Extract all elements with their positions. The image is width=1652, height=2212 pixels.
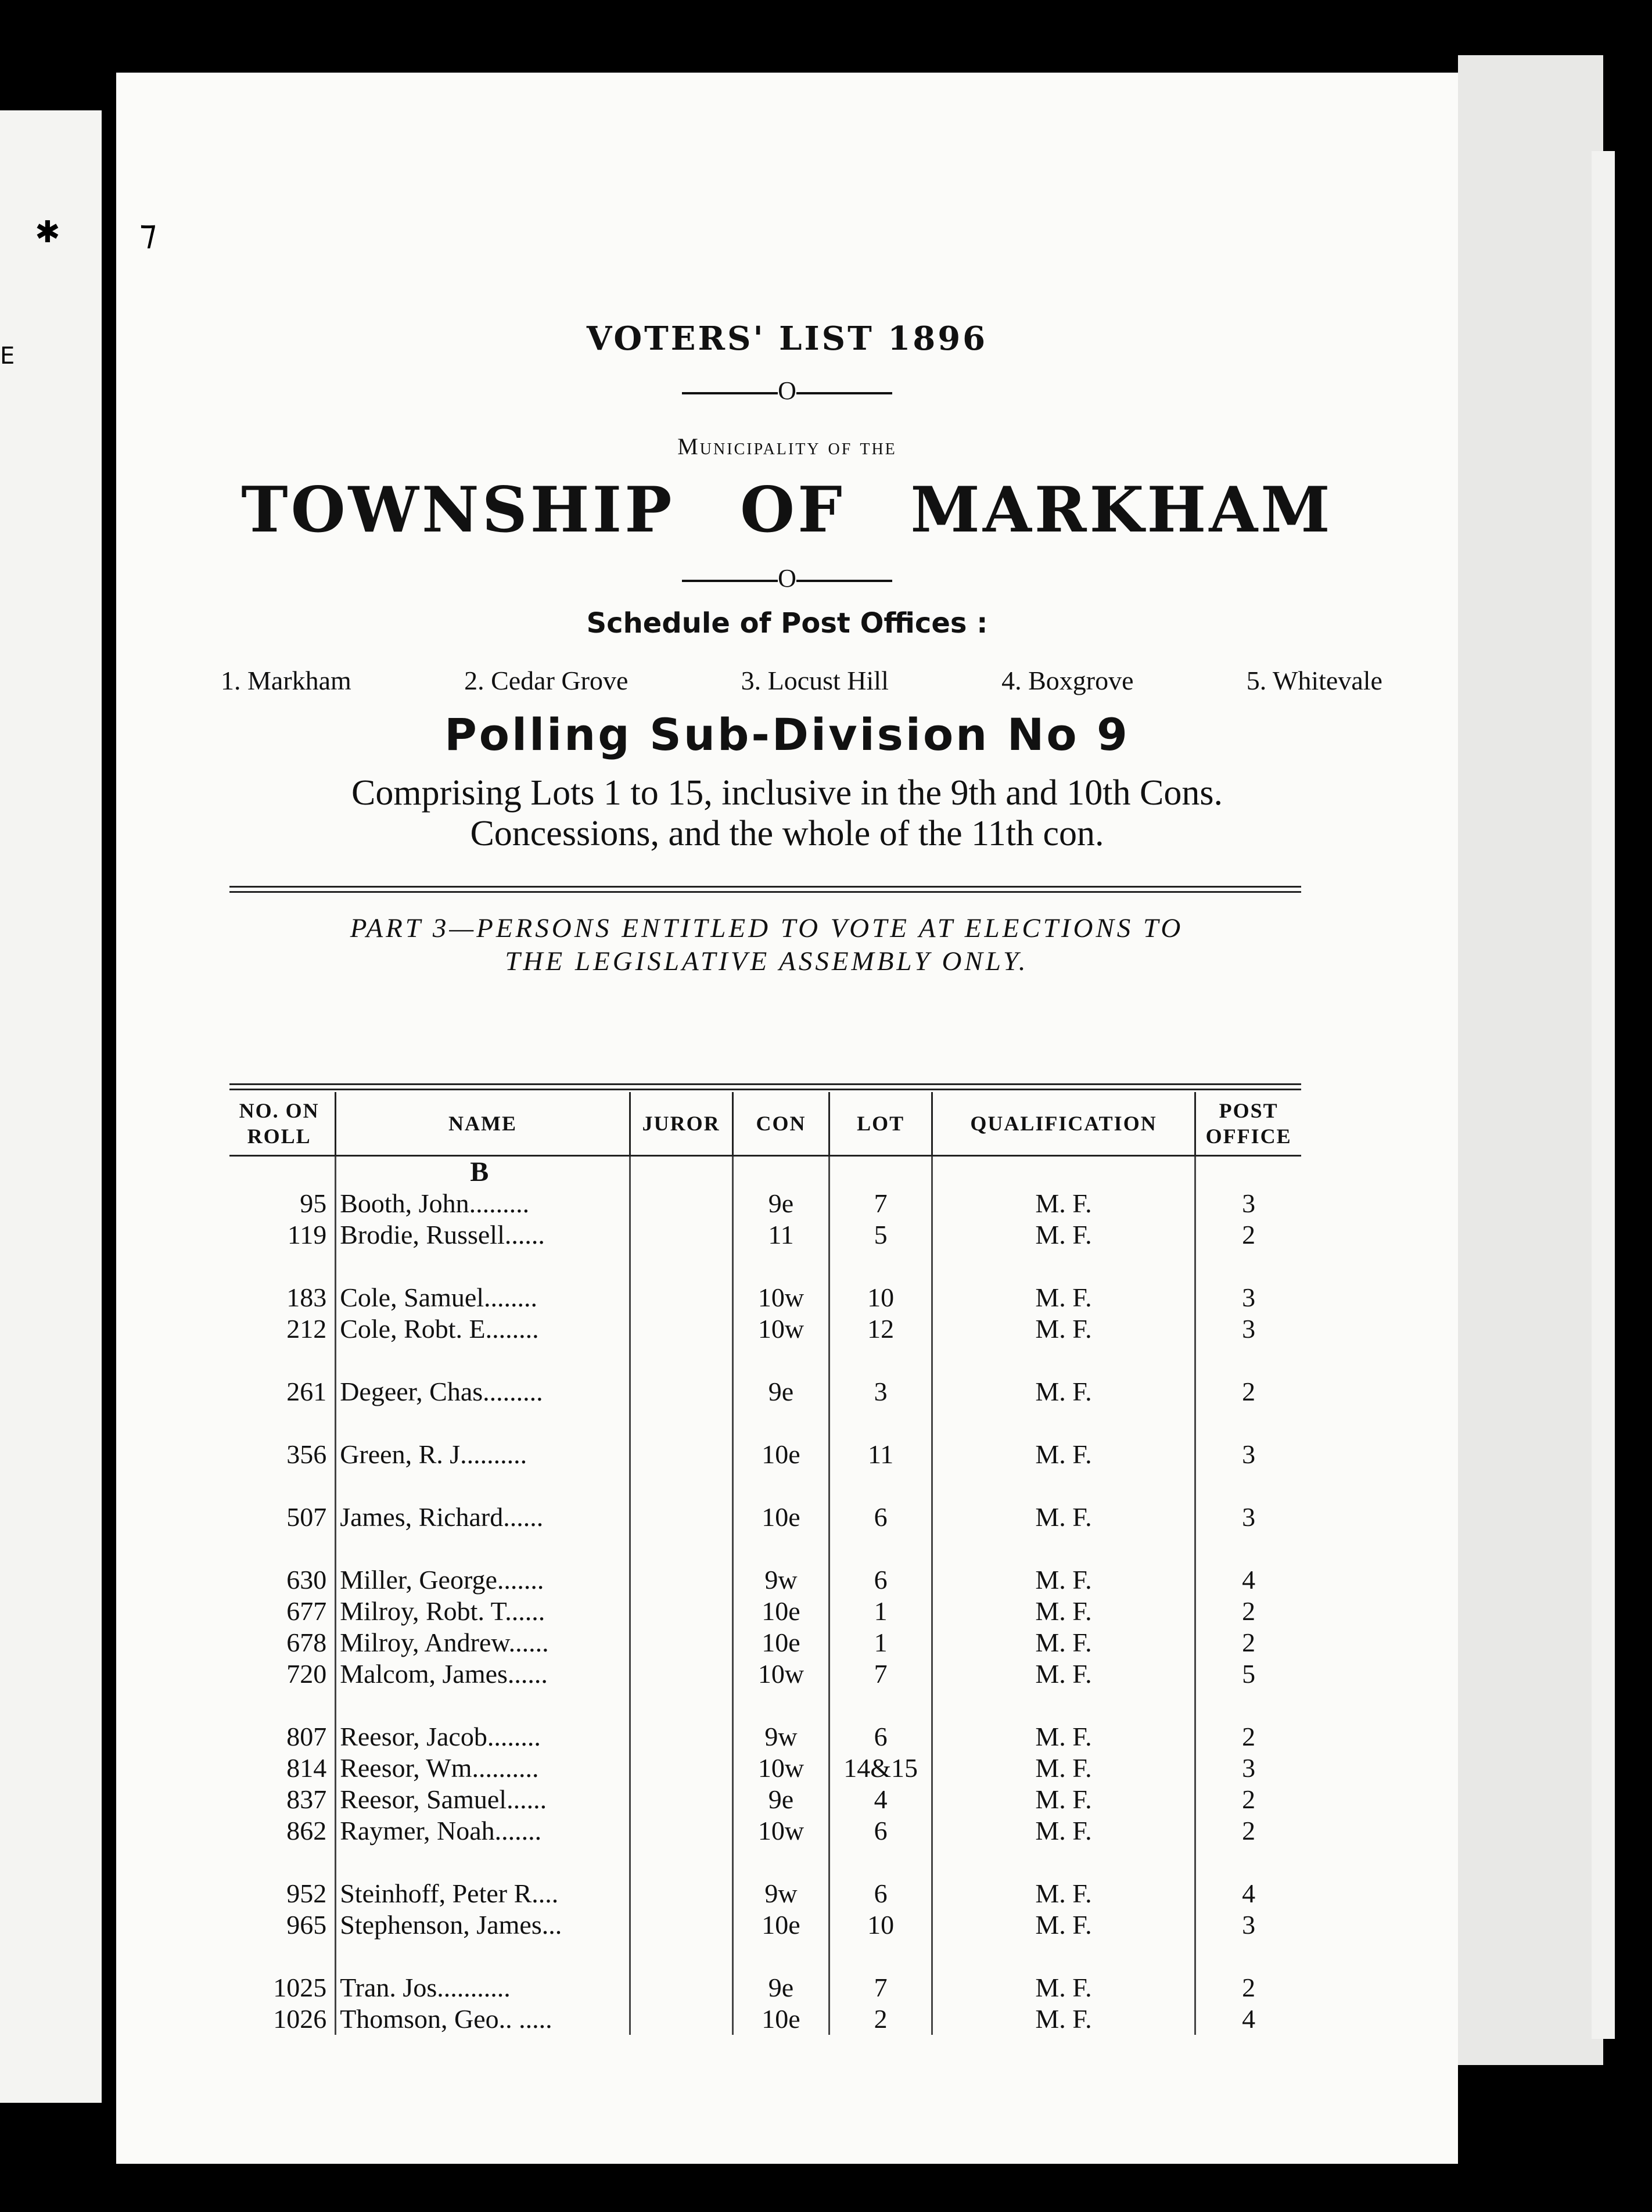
lot-cell: 7 [829, 1658, 932, 1690]
concession-cell: 11 [732, 1219, 829, 1251]
qualification-cell: M. F. [932, 1909, 1195, 1941]
section-letter-row [229, 1156, 1301, 1188]
lot-cell: 2 [829, 2003, 932, 2035]
group-spacer [229, 1941, 1301, 1972]
group-spacer [229, 1847, 1301, 1878]
lot-cell: 6 [829, 1502, 932, 1533]
roll-number-cell: 507 [286, 1502, 327, 1532]
table-row [229, 1909, 1301, 1941]
column-header-qualification: QUALIFICATION [932, 1092, 1195, 1156]
name-cell: Stephenson, James... [336, 1909, 630, 1941]
lot-cell: 6 [829, 1878, 932, 1909]
name-cell: Brodie, Russell...... [336, 1219, 630, 1251]
name-cell: Cole, Samuel........ [336, 1282, 630, 1313]
post-office-cell: 2 [1195, 1721, 1301, 1753]
group-spacer [229, 1470, 1301, 1502]
lot-cell: 12 [829, 1313, 932, 1345]
post-office-cell: 4 [1195, 1564, 1301, 1596]
qualification-cell: M. F. [932, 1188, 1195, 1219]
lot-cell: 7 [829, 1188, 932, 1219]
column-header-juror: JUROR [630, 1092, 732, 1156]
juror-cell [630, 1439, 732, 1470]
table-row [229, 1878, 1301, 1909]
table-row [229, 1721, 1301, 1753]
concession-cell: 10e [732, 2003, 829, 2035]
post-office-cell: 5 [1195, 1658, 1301, 1690]
name-cell: James, Richard...... [336, 1502, 630, 1533]
qualification-cell: M. F. [932, 1219, 1195, 1251]
table-row [229, 1972, 1301, 2003]
lot-cell: 1 [829, 1627, 932, 1658]
lot-cell: 7 [829, 1972, 932, 2003]
name-cell: Thomson, Geo.. ..... [336, 2003, 630, 2035]
roll-number-cell: 212 [286, 1314, 327, 1344]
juror-cell [630, 1627, 732, 1658]
juror-cell [630, 1909, 732, 1941]
post-office-cell: 3 [1195, 1439, 1301, 1470]
juror-cell [630, 1878, 732, 1909]
roll-number-cell: 807 [286, 1722, 327, 1751]
concession-cell: 9e [732, 1972, 829, 2003]
post-office-cell: 2 [1195, 1815, 1301, 1847]
table-row [229, 1219, 1301, 1251]
speck-mark: ⁊ [139, 212, 157, 253]
double-rule [229, 886, 1301, 893]
polling-description-line: Comprising Lots 1 to 15, inclusive in the 9th and 10th Cons. [351, 773, 1223, 813]
post-office-cell: 3 [1195, 1502, 1301, 1533]
concession-cell: 10e [732, 1909, 829, 1941]
post-office-cell: 2 [1195, 1219, 1301, 1251]
document-page [116, 73, 1458, 2164]
post-office-cell: 4 [1195, 1878, 1301, 1909]
post-office-cell: 3 [1195, 1753, 1301, 1784]
concession-cell: 9w [732, 1721, 829, 1753]
qualification-cell: M. F. [932, 1564, 1195, 1596]
name-cell: Raymer, Noah....... [336, 1815, 630, 1847]
name-cell: Reesor, Jacob........ [336, 1721, 630, 1753]
juror-cell [630, 1596, 732, 1627]
divider: O [116, 563, 1458, 593]
concession-cell: 9w [732, 1564, 829, 1596]
qualification-cell: M. F. [932, 1972, 1195, 2003]
concession-cell: 9e [732, 1376, 829, 1407]
post-office-cell: 3 [1195, 1188, 1301, 1219]
qualification-cell: M. F. [932, 1627, 1195, 1658]
table-row [229, 1596, 1301, 1627]
concession-cell: 10w [732, 1753, 829, 1784]
juror-cell [630, 1815, 732, 1847]
name-cell: Reesor, Wm.......... [336, 1753, 630, 1784]
roll-number-cell: 1025 [273, 1973, 327, 2002]
concession-cell: 10w [732, 1313, 829, 1345]
table-row [229, 1188, 1301, 1219]
post-office-cell: 2 [1195, 1627, 1301, 1658]
table-row [229, 1658, 1301, 1690]
polling-subdivision-title: Polling Sub-Division No 9 [444, 709, 1130, 760]
concession-cell: 10e [732, 1439, 829, 1470]
table-header-row [229, 1092, 1301, 1156]
juror-cell [630, 1376, 732, 1407]
column-header-con: CON [732, 1092, 829, 1156]
group-spacer [229, 1345, 1301, 1376]
group-spacer [229, 1407, 1301, 1439]
lot-cell: 6 [829, 1815, 932, 1847]
roll-number-cell: 183 [286, 1283, 327, 1312]
name-cell: Malcom, James...... [336, 1658, 630, 1690]
qualification-cell: M. F. [932, 1596, 1195, 1627]
concession-cell: 10w [732, 1658, 829, 1690]
lot-cell: 10 [829, 1282, 932, 1313]
qualification-cell: M. F. [932, 1658, 1195, 1690]
group-spacer [229, 1533, 1301, 1564]
roll-number-cell: 677 [286, 1596, 327, 1626]
qualification-cell: M. F. [932, 1721, 1195, 1753]
table-row [229, 1753, 1301, 1784]
roll-number-cell: 356 [286, 1439, 327, 1469]
concession-cell: 10e [732, 1502, 829, 1533]
lot-cell: 4 [829, 1784, 932, 1815]
qualification-cell: M. F. [932, 1313, 1195, 1345]
polling-description [116, 773, 1458, 854]
roll-number-cell: 720 [286, 1659, 327, 1689]
table-body [229, 1156, 1301, 2035]
post-office-cell: 2 [1195, 1376, 1301, 1407]
roll-number-cell: 837 [286, 1784, 327, 1814]
post-office-cell: 2 [1195, 1784, 1301, 1815]
juror-cell [630, 1313, 732, 1345]
roll-number-cell: 261 [286, 1377, 327, 1406]
lot-cell: 6 [829, 1721, 932, 1753]
concession-cell: 9e [732, 1784, 829, 1815]
table-row [229, 1815, 1301, 1847]
concession-cell: 10e [732, 1596, 829, 1627]
roll-number-cell: 952 [286, 1879, 327, 1908]
name-cell: Milroy, Robt. T...... [336, 1596, 630, 1627]
name-cell: Tran. Jos........... [336, 1972, 630, 2003]
juror-cell [630, 1502, 732, 1533]
table-row [229, 1313, 1301, 1345]
roll-number-cell: 95 [300, 1188, 327, 1218]
juror-cell [630, 1972, 732, 2003]
post-office-cell: 3 [1195, 1909, 1301, 1941]
roll-number-cell: 119 [287, 1220, 327, 1249]
concession-cell: 10w [732, 1815, 829, 1847]
post-office-item: 1. Markham [221, 666, 351, 695]
post-office-cell: 3 [1195, 1282, 1301, 1313]
juror-cell [630, 1721, 732, 1753]
column-header-post-office: POST OFFICE [1195, 1092, 1301, 1156]
group-spacer [229, 1690, 1301, 1721]
juror-cell [630, 1282, 732, 1313]
juror-cell [630, 1219, 732, 1251]
juror-cell [630, 1658, 732, 1690]
qualification-cell: M. F. [932, 1502, 1195, 1533]
table-row [229, 1627, 1301, 1658]
roll-number-cell: 630 [286, 1565, 327, 1595]
page-edge [1592, 151, 1615, 2039]
qualification-cell: M. F. [932, 1878, 1195, 1909]
roll-number-cell: 965 [286, 1910, 327, 1940]
lot-cell: 10 [829, 1909, 932, 1941]
qualification-cell: M. F. [932, 1439, 1195, 1470]
table-row [229, 1282, 1301, 1313]
lot-cell: 3 [829, 1376, 932, 1407]
roll-number-cell: 1026 [273, 2004, 327, 2034]
double-rule [229, 1083, 1301, 1090]
page-mark: E [0, 343, 15, 369]
name-cell: Reesor, Samuel...... [336, 1784, 630, 1815]
name-cell: Green, R. J.......... [336, 1439, 630, 1470]
post-office-cell: 2 [1195, 1596, 1301, 1627]
qualification-cell: M. F. [932, 1784, 1195, 1815]
column-header-lot: LOT [829, 1092, 932, 1156]
qualification-cell: M. F. [932, 2003, 1195, 2035]
table-row [229, 2003, 1301, 2035]
qualification-cell: M. F. [932, 1282, 1195, 1313]
roll-number-cell: 678 [286, 1628, 327, 1657]
lot-cell: 5 [829, 1219, 932, 1251]
concession-cell: 10w [732, 1282, 829, 1313]
table-row [229, 1564, 1301, 1596]
column-header-no: NO. ON ROLL [229, 1092, 336, 1156]
group-spacer [229, 1251, 1301, 1282]
name-cell: Degeer, Chas......... [336, 1376, 630, 1407]
part-heading: PART 3—PERSONS ENTITLED TO VOTE AT ELECTIONS TO THE LEGISLATIVE ASSEMBLY ONLY. [350, 913, 1184, 976]
name-cell: Booth, John......... [336, 1188, 630, 1219]
name-cell: Cole, Robt. E........ [336, 1313, 630, 1345]
page-mark: ✱ [35, 215, 60, 250]
table-row [229, 1502, 1301, 1533]
juror-cell [630, 1753, 732, 1784]
page-title: VOTERS' LIST 1896 [586, 319, 988, 358]
juror-cell [630, 1188, 732, 1219]
section-letter: B [336, 1156, 630, 1188]
juror-cell [630, 2003, 732, 2035]
table-row [229, 1784, 1301, 1815]
juror-cell [630, 1784, 732, 1815]
page-shadow [1458, 55, 1603, 2065]
name-cell: Milroy, Andrew...... [336, 1627, 630, 1658]
column-header-name: NAME [336, 1092, 630, 1156]
post-office-cell: 4 [1195, 2003, 1301, 2035]
concession-cell: 10e [732, 1627, 829, 1658]
post-office-item: 2. Cedar Grove [464, 666, 629, 695]
table-row [229, 1439, 1301, 1470]
divider: O [116, 376, 1458, 405]
lot-cell: 14&15 [829, 1753, 932, 1784]
qualification-cell: M. F. [932, 1376, 1195, 1407]
facing-page-strip [0, 110, 102, 2103]
voters-table [229, 1092, 1301, 2035]
post-office-cell: 2 [1195, 1972, 1301, 2003]
qualification-cell: M. F. [932, 1753, 1195, 1784]
qualification-cell: M. F. [932, 1815, 1195, 1847]
roll-number-cell: 814 [286, 1753, 327, 1783]
roll-number-cell: 862 [286, 1816, 327, 1845]
concession-cell: 9w [732, 1878, 829, 1909]
schedule-heading: Schedule of Post Offices : [586, 607, 988, 640]
post-office-item: 3. Locust Hill [741, 666, 889, 695]
post-office-item: 5. Whitevale [1246, 666, 1382, 695]
lot-cell: 6 [829, 1564, 932, 1596]
concession-cell: 9e [732, 1188, 829, 1219]
post-office-cell: 3 [1195, 1313, 1301, 1345]
juror-cell [630, 1564, 732, 1596]
name-cell: Miller, George....... [336, 1564, 630, 1596]
name-cell: Steinhoff, Peter R.... [336, 1878, 630, 1909]
lot-cell: 1 [829, 1596, 932, 1627]
lot-cell: 11 [829, 1439, 932, 1470]
post-office-item: 4. Boxgrove [1001, 666, 1134, 695]
township-title: TOWNSHIP OF MARKHAM [241, 473, 1333, 547]
polling-description-line: Concessions, and the whole of the 11th con. [470, 814, 1104, 853]
municipality-label: Municipality of the [677, 433, 897, 459]
post-office-list [221, 665, 1382, 696]
table-row [229, 1376, 1301, 1407]
